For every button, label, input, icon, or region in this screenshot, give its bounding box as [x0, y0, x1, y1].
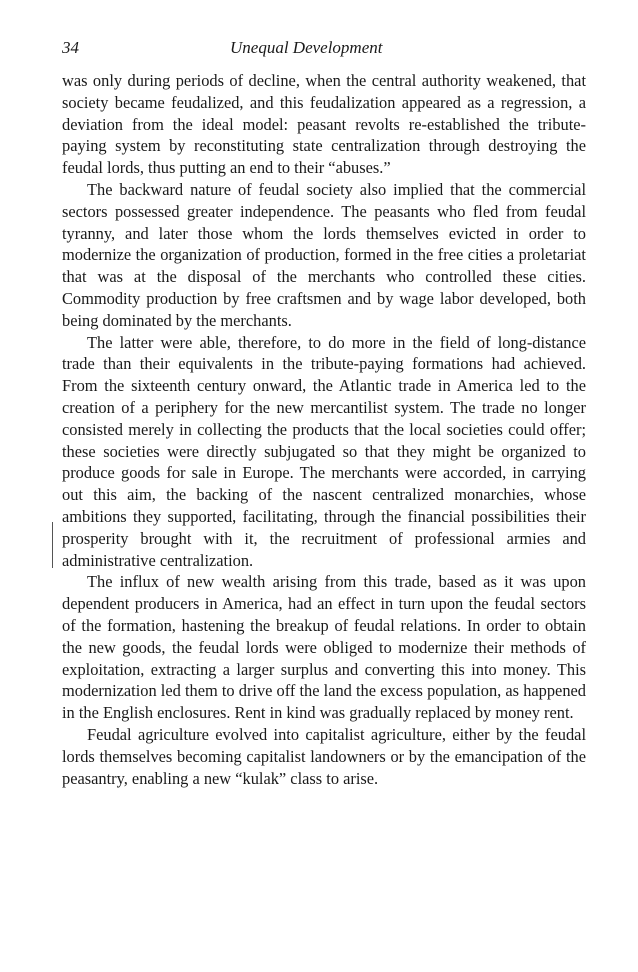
paragraph-2: The backward nature of feudal society also implied that the commercial sectors possessed greater independence. The peasants who fled from feudal tyranny, and later those whom the lords themselves evicted in order to modernize the organization of production, formed in the free cities a proletariat that was at the disposal of the merchants who controlled these cities. Commodity production by free craftsmen and by wage labor developed, both being dominated by the merchants.	[62, 179, 586, 330]
paragraph-3: The latter were able, therefore, to do more in the field of long-distance trade than their equivalents in the tribute-paying formations had achieved. From the sixteenth century onward, the Atlantic trade in America led to the creation of a periphery for the new mercantilist system. The trade no longer consisted merely in collecting the products that the local societies could offer; these societies were directly subjugated so that they might be organized to produce goods for sale in Europe. The merchants were accorded, in carrying out this aim, the backing of the nascent centralized monarchies, whose ambitions they supported, facilitating, through the financial possibilities their prosperity brought with it, the recruitment of professional armies and administrative centralization.	[62, 332, 586, 570]
margin-scan-mark	[52, 522, 53, 568]
running-head	[62, 38, 586, 62]
paragraph-1: was only during periods of decline, when the central authority weakened, that society became feudalized, and this feudalization appeared as a regression, a deviation from the ideal model: peasant revolts re-established the tribute-paying system by reconstituting state centralization through destroying the feudal lords, thus putting an end to their “abuses.”	[62, 71, 586, 178]
body-text	[62, 70, 586, 789]
paragraph-4: The influx of new wealth arising from this trade, based as it was upon dependent producers in America, had an effect in turn upon the feudal sectors of the formation, hastening the breakup of feudal relations. In order to obtain the new goods, the feudal lords were obliged to modernize their methods of exploitation, extracting a larger surplus and converting this into money. This modernization led them to drive off the land the excess population, as happened in the English enclosures. Rent in kind was gradually replaced by money rent.	[62, 572, 586, 723]
book-page	[62, 38, 586, 789]
paragraph-5: Feudal agriculture evolved into capitalist agriculture, either by the feudal lords themselves becoming capitalist landowners or by the emancipation of the peasantry, enabling a new “kulak” class to arise.	[62, 724, 586, 788]
book-title: Unequal Development	[230, 38, 383, 57]
page-number: 34	[62, 38, 79, 57]
